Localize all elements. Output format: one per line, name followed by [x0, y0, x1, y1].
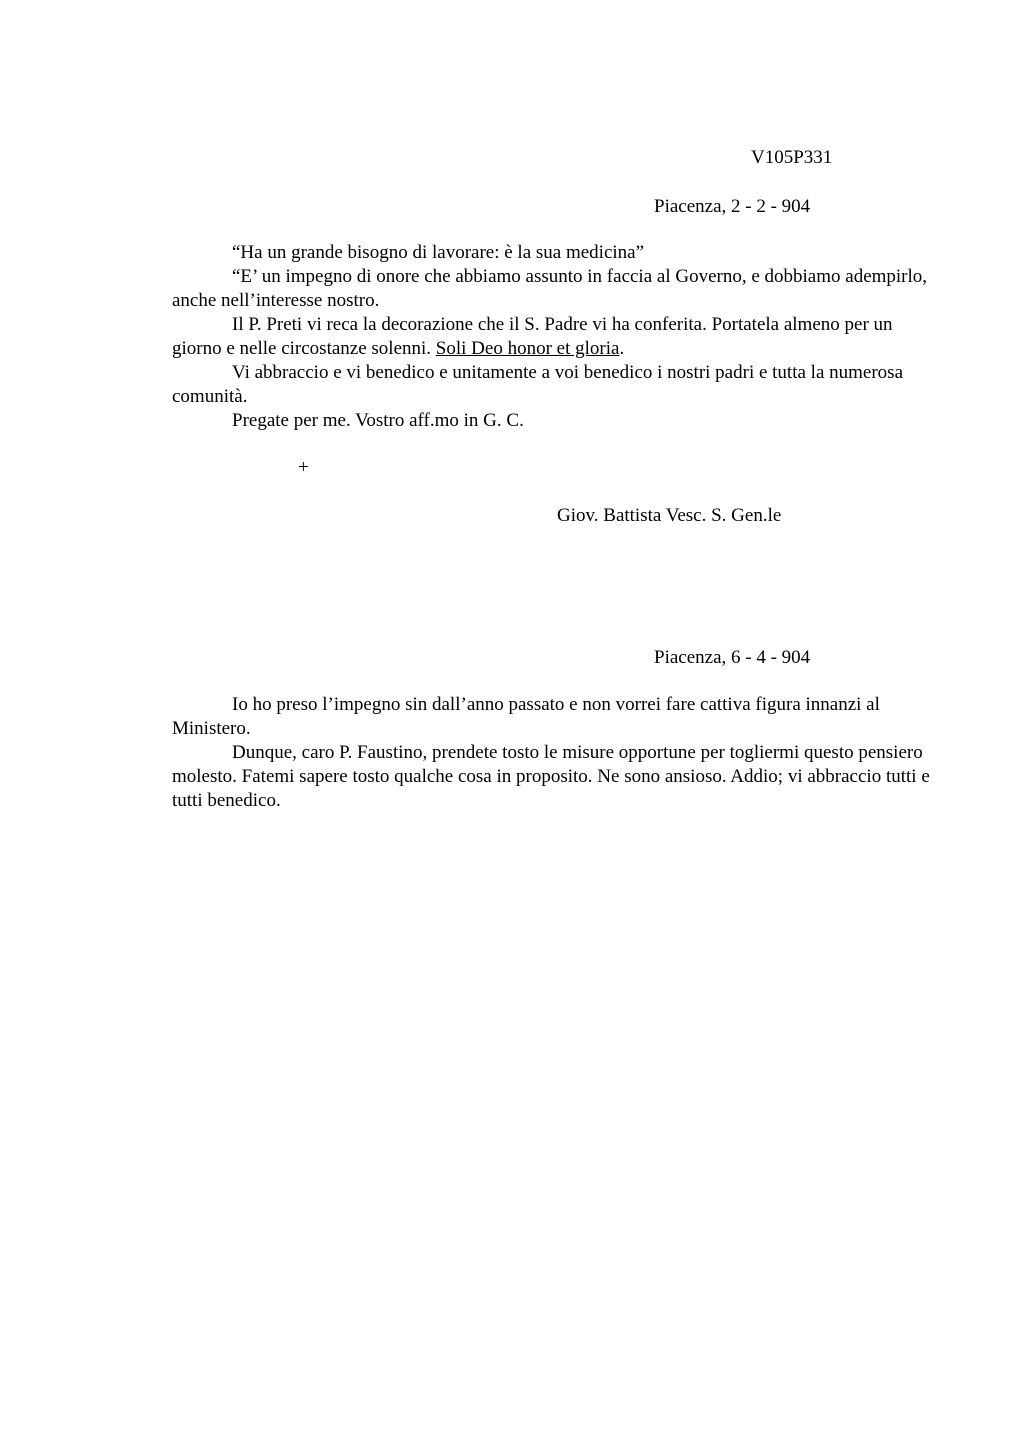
letter1-date: Piacenza, 2 - 2 - 904: [654, 196, 811, 217]
letter2-date: Piacenza, 6 - 4 - 904: [654, 647, 811, 668]
underlined-motto: Soli Deo honor et gloria: [435, 338, 620, 359]
letter1-paragraph-3-text: Il P. Preti vi reca la decorazione che il S. Padre vi ha conferita. Portatela almeno per un giorno e nelle circostanze solenni.: [172, 314, 893, 359]
letter2-paragraph-2: Dunque, caro P. Faustino, prendete tosto le misure opportune per togliermi questo pensiero molesto. Fatemi sapere tosto qualche cosa in proposito. Ne sono ansioso. Addio; vi abbraccio tutti e tutti benedico.: [172, 742, 930, 811]
letter1-paragraph-3: [172, 313, 932, 361]
letter1-paragraph-3-end: .: [619, 338, 625, 359]
letter1-paragraph-4: Vi abbraccio e vi benedico e unitamente a voi benedico i nostri padri e tutta la numerosa comunità.: [172, 362, 904, 407]
letter1-paragraph-2: “E’ un impegno di onore che abbiamo assunto in faccia al Governo, e dobbiamo adempirlo, anche nell’interesse nostro.: [172, 266, 928, 311]
letter2-paragraph-1: Io ho preso l’impegno sin dall’anno passato e non vorrei fare cattiva figura innanzi al Ministero.: [172, 694, 880, 739]
document-reference: V105P331: [751, 147, 833, 168]
cross-symbol: +: [298, 457, 309, 478]
letter1-body: [172, 241, 932, 433]
letter1-signature: Giov. Battista Vesc. S. Gen.le: [557, 505, 782, 526]
letter1-closing: Pregate per me. Vostro aff.mo in G. C.: [232, 410, 524, 431]
letter2-body: [172, 693, 932, 813]
letter1-paragraph-1: “Ha un grande bisogno di lavorare: è la sua medicina”: [232, 242, 645, 263]
